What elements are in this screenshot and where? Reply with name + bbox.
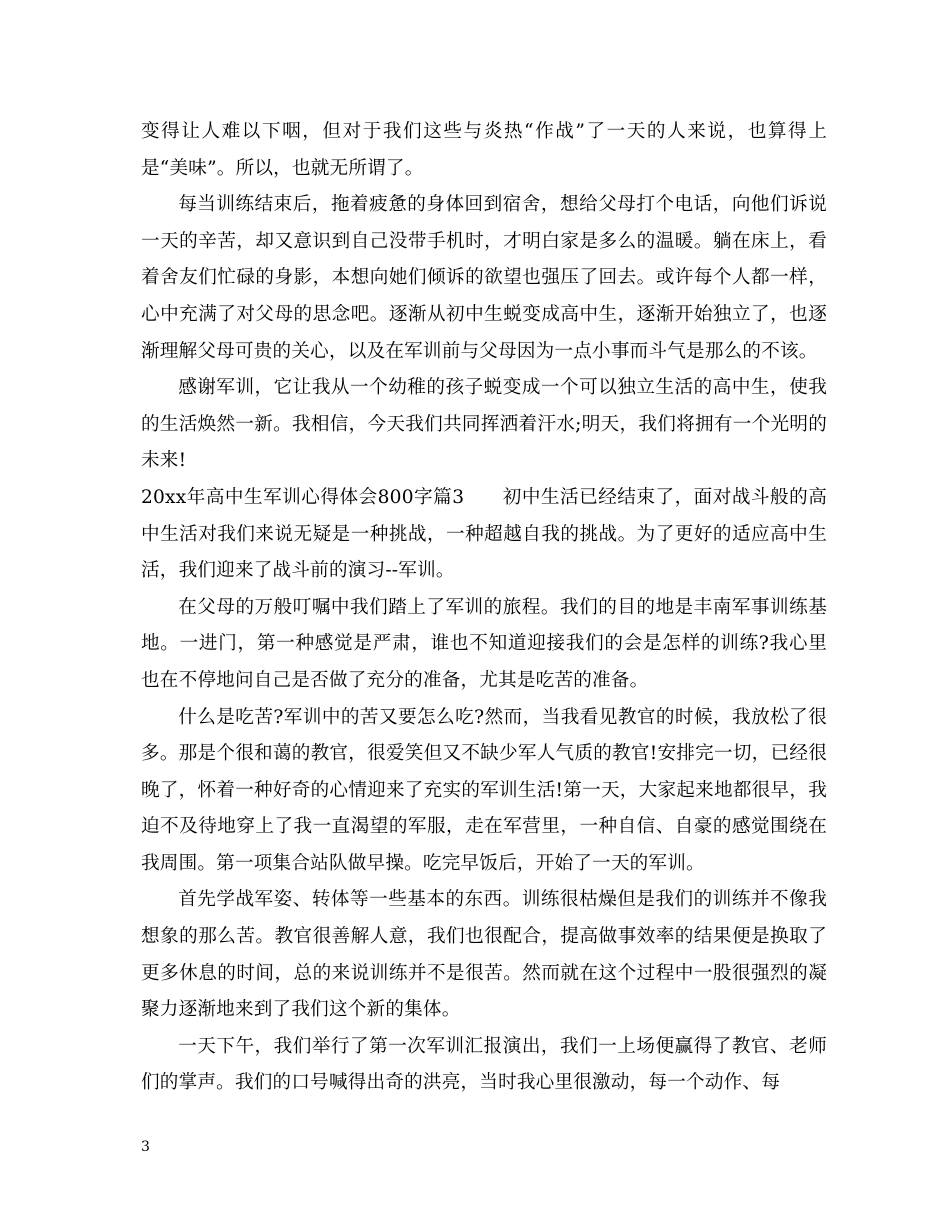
page-number: 3 [141, 1139, 150, 1155]
paragraph-4 [141, 480, 827, 590]
paragraph-8: 一天下午，我们举行了第一次军训汇报演出，我们一上场便赢得了教官、老师们的掌声。我们的口号喊得出奇的洪亮，当时我心里很激动，每一个动作、每 [141, 1035, 827, 1094]
paragraph-7: 首先学战军姿、转体等一些基本的东西。训练很枯燥但是我们的训练并不像我想象的那么苦。教官很善解人意，我们也很配合，提高做事效率的结果便是换取了更多休息的时间，总的来说训练并不是很苦。然而就在这个过程中一股很强烈的凝聚力逐渐地来到了我们这个新的集体。 [141, 889, 827, 1021]
paragraph-6: 什么是吃苦?军训中的苦又要怎么吃?然而，当我看见教官的时候，我放松了很多。那是个很和蔼的教官，很爱笑但又不缺少军人气质的教官!安排完一切，已经很晚了，怀着一种好奇的心情迎来了充实的军训生活!第一天，大家起来地都很早，我迫不及待地穿上了我一直渴望的军服，走在军营里，一种自信、自豪的感觉围绕在我周围。第一项集合站队做早操。吃完早饭后，开始了一天的军训。 [141, 706, 827, 874]
document-body [141, 114, 827, 1102]
paragraph-5: 在父母的万般叮嘱中我们踏上了军训的旅程。我们的目的地是丰南军事训练基地。一进门，第一种感觉是严肃，谁也不知道迎接我们的会是怎样的训练?我心里也在不停地问自己是否做了充分的准备，尤其是吃苦的准备。 [141, 596, 827, 691]
paragraph-1: 变得让人难以下咽，但对于我们这些与炎热“作战”了一天的人来说，也算得上是“美味”。所以，也就无所谓了。 [141, 121, 827, 179]
paragraph-4-text: 初中生活已经结束了，面对战斗般的高中生活对我们来说无疑是一种挑战，一种超越自我的挑战。为了更好的适应高中生活，我们迎来了战斗前的演习--军训。 [141, 486, 828, 582]
heading-gap [464, 487, 502, 508]
section-heading: 20xx年高中生军训心得体会800字篇3 [141, 486, 465, 508]
paragraph-3: 感谢军训，它让我从一个幼稚的孩子蜕变成一个可以独立生活的高中生，使我的生活焕然一新。我相信，今天我们共同挥洒着汗水;明天，我们将拥有一个光明的未来! [141, 377, 827, 472]
paragraph-2: 每当训练结束后，拖着疲惫的身体回到宿舍，想给父母打个电话，向他们诉说一天的辛苦，却又意识到自己没带手机时，才明白家是多么的温暖。躺在床上，看着舍友们忙碌的身影，本想向她们倾诉的欲望也强压了回去。或许每个人都一样，心中充满了对父母的思念吧。逐渐从初中生蜕变成高中生，逐渐开始独立了，也逐渐理解父母可贵的关心，以及在军训前与父母因为一点小事而斗气是那么的不该。 [141, 194, 827, 362]
